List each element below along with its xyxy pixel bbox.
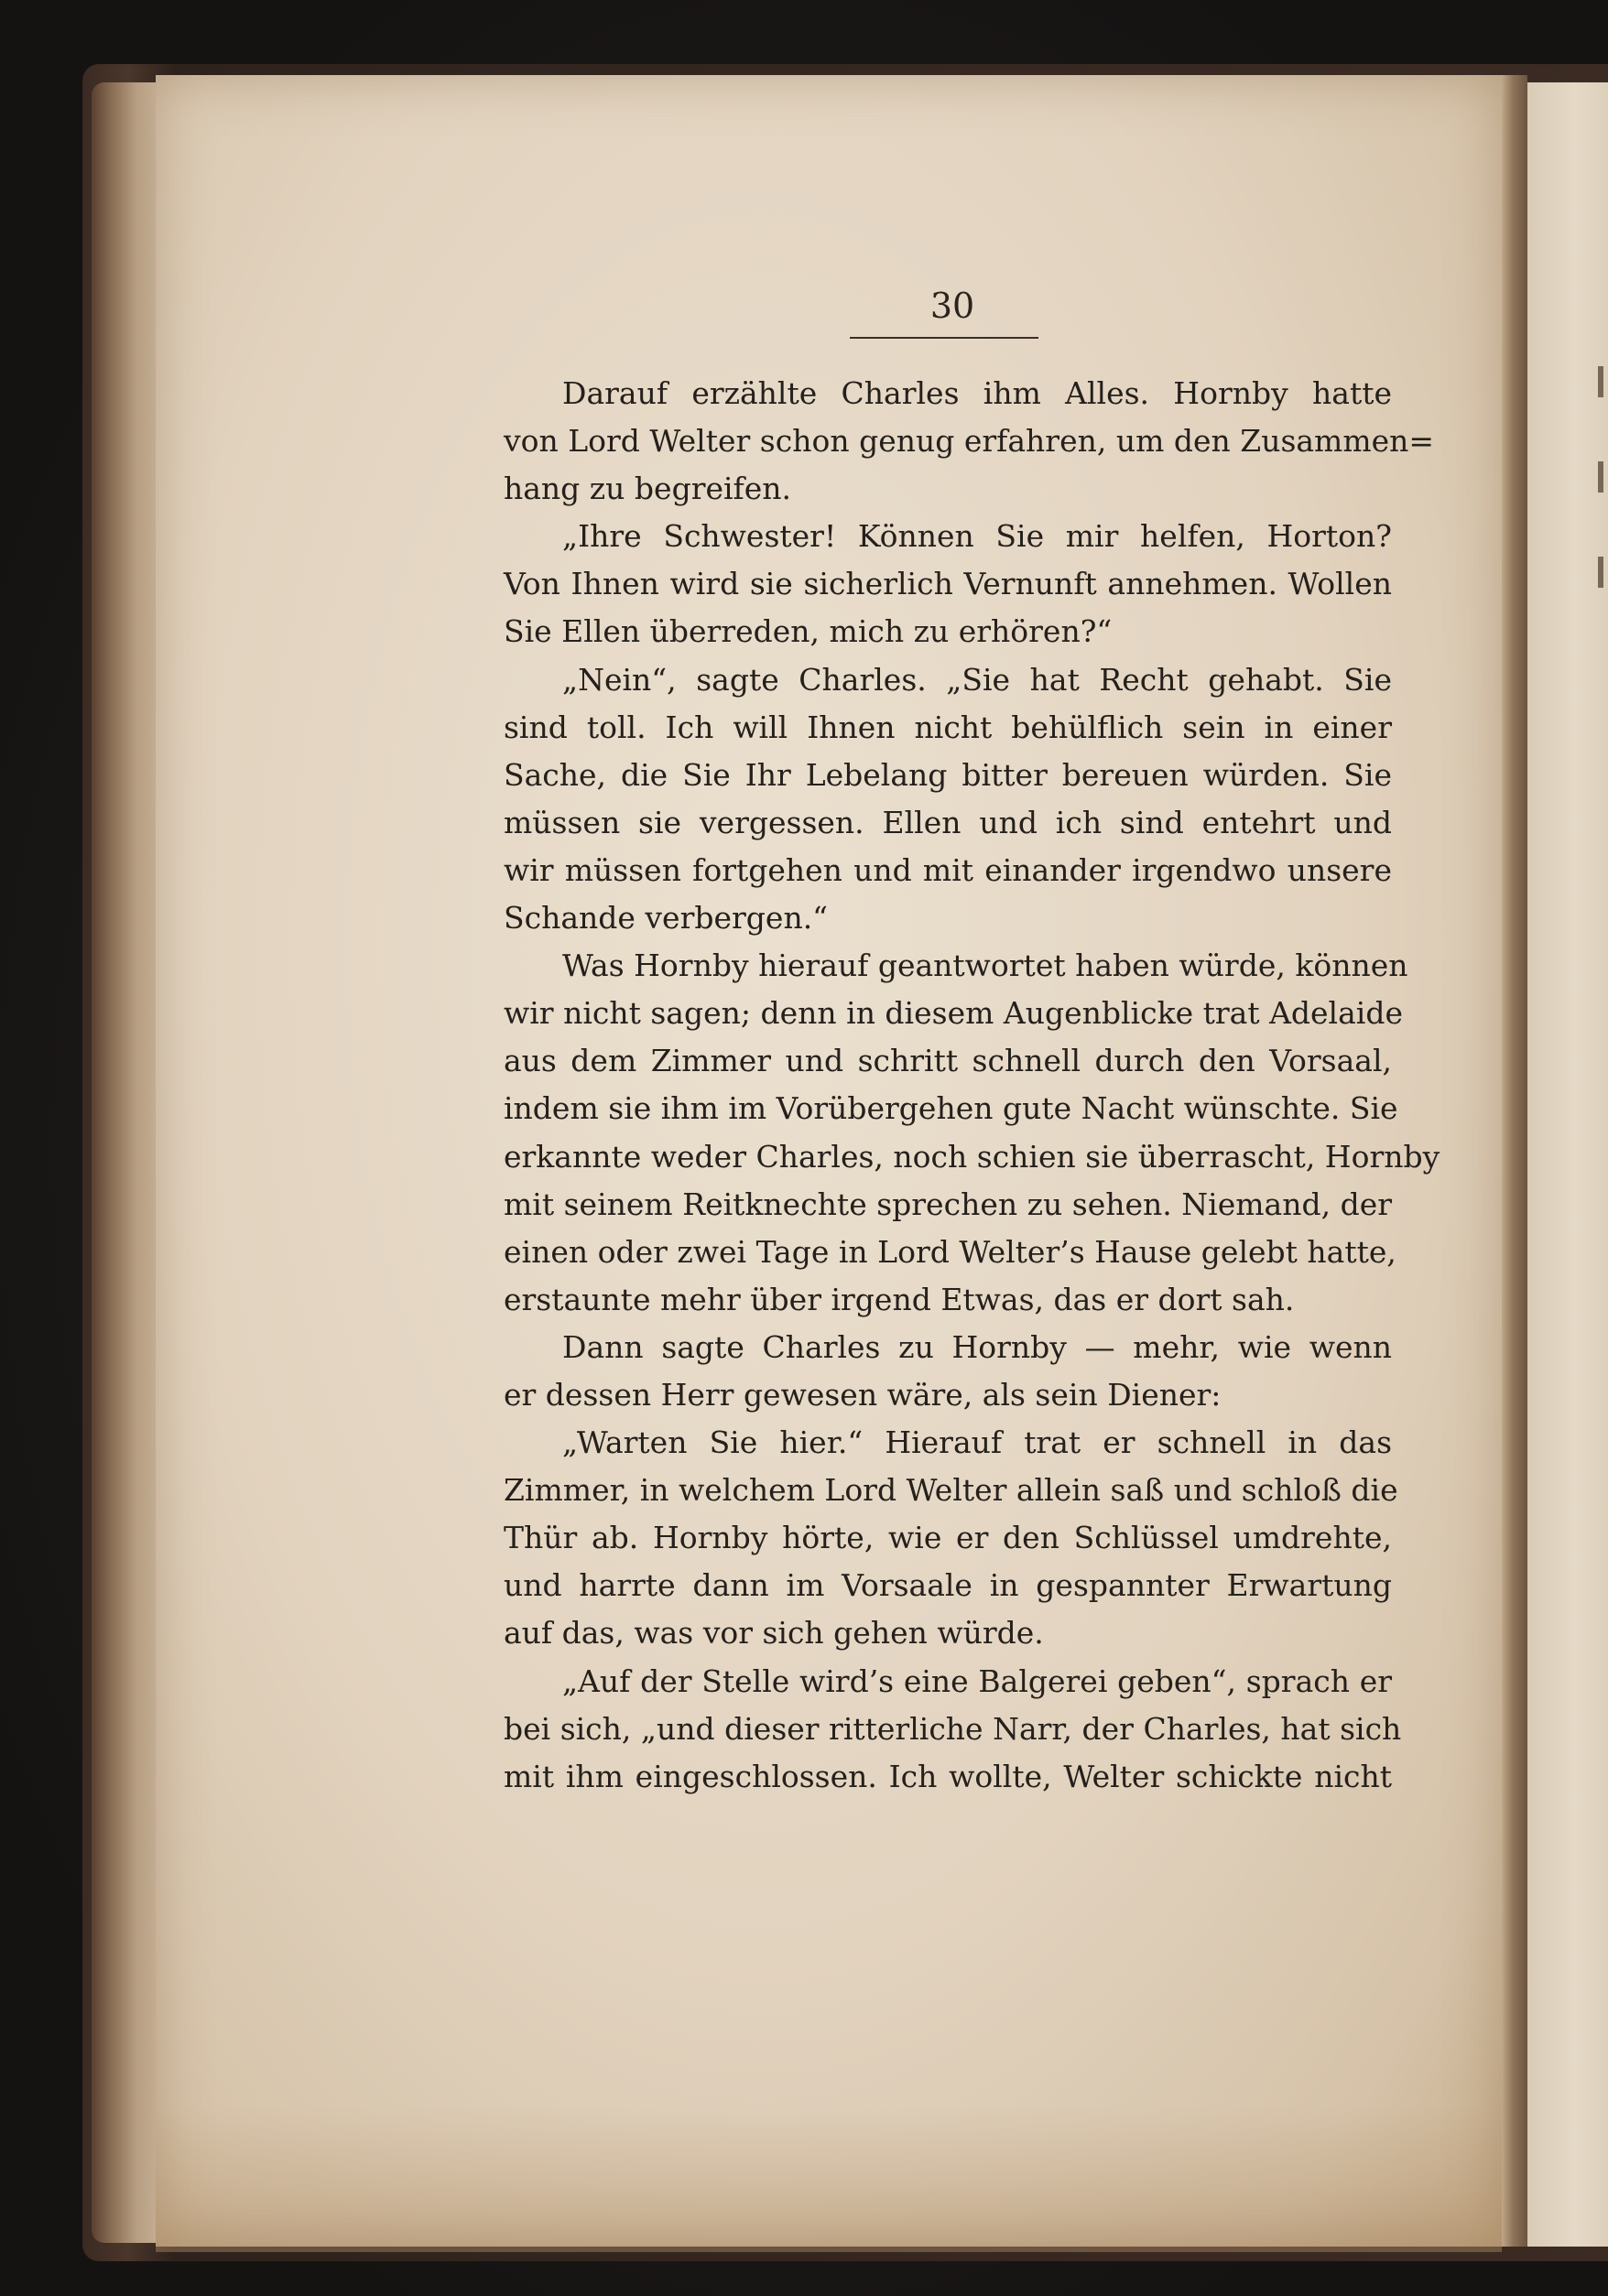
text-line: und harrte dann im Vorsaale in gespannter Erwartung xyxy=(504,1567,1392,1604)
text-line: Was Hornby hierauf geantwortet haben würde, können xyxy=(562,948,1408,984)
text-line: er dessen Herr gewesen wäre, als sein Diener: xyxy=(504,1376,1222,1413)
facing-page xyxy=(1527,82,1608,2247)
text-line: „Auf der Stelle wird’s eine Balgerei geben“, sprach er xyxy=(562,1662,1392,1699)
text-line: mit ihm eingeschlossen. Ich wollte, Welter schickte nicht xyxy=(504,1758,1392,1794)
text-line: erstaunte mehr über irgend Etwas, das er dort sah. xyxy=(504,1281,1295,1317)
text-line: „Nein“, sagte Charles. „Sie hat Recht gehabt. Sie xyxy=(562,661,1392,698)
text-line: wir müssen fortgehen und mit einander irgendwo unsere xyxy=(504,851,1392,888)
text-line: von Lord Welter schon genug erfahren, um den Zusammen= xyxy=(504,423,1435,460)
text-line: Sache, die Sie Ihr Lebelang bitter bereuen würden. Sie xyxy=(504,756,1392,793)
text-line: Sie Ellen überreden, mich zu erhören?“ xyxy=(504,613,1113,650)
page-stain xyxy=(156,2106,1502,2252)
text-line: „Warten Sie hier.“ Hierauf trat er schnell in das xyxy=(562,1424,1392,1461)
book-gutter xyxy=(1502,75,1527,2247)
text-line: Darauf erzählte Charles ihm Alles. Hornby hatte xyxy=(562,375,1392,411)
facing-page-text-fragments xyxy=(1598,366,1608,659)
text-line: einen oder zwei Tage in Lord Welter’s Hause gelebt hatte, xyxy=(504,1233,1396,1270)
text-line: Thür ab. Hornby hörte, wie er den Schlüssel umdrehte, xyxy=(504,1520,1392,1556)
text-line: sind toll. Ich will Ihnen nicht behülflich sein in einer xyxy=(504,709,1392,745)
body-text xyxy=(504,370,1440,1801)
text-line: Zimmer, in welchem Lord Welter allein saß und schloß die xyxy=(504,1472,1398,1509)
text-line: indem sie ihm im Vorübergehen gute Nacht wünschte. Sie xyxy=(504,1090,1398,1127)
text-line: Von Ihnen wird sie sicherlich Vernunft annehmen. Wollen xyxy=(504,566,1392,602)
page-number-rule xyxy=(850,337,1038,339)
text-line: erkannte weder Charles, noch schien sie überrascht, Hornby xyxy=(504,1138,1440,1175)
text-line: mit seinem Reitknechte sprechen zu sehen. Niemand, der xyxy=(504,1186,1392,1222)
text-line: müssen sie vergessen. Ellen und ich sind entehrt und xyxy=(504,804,1392,840)
text-line: auf das, was vor sich gehen würde. xyxy=(504,1615,1044,1652)
text-line: wir nicht sagen; denn in diesem Augenblicke trat Adelaide xyxy=(504,995,1403,1032)
text-line: Schande verbergen.“ xyxy=(504,900,829,937)
text-line: hang zu begreifen. xyxy=(504,471,792,507)
text-line: bei sich, „und dieser ritterliche Narr, der Charles, hat sich xyxy=(504,1710,1402,1747)
text-line: „Ihre Schwester! Können Sie mir helfen, Horton? xyxy=(562,518,1392,555)
text-line: aus dem Zimmer und schritt schnell durch den Vorsaal, xyxy=(504,1043,1392,1079)
text-line: Dann sagte Charles zu Hornby — mehr, wie wenn xyxy=(562,1328,1392,1365)
page-number: 30 xyxy=(929,286,975,326)
